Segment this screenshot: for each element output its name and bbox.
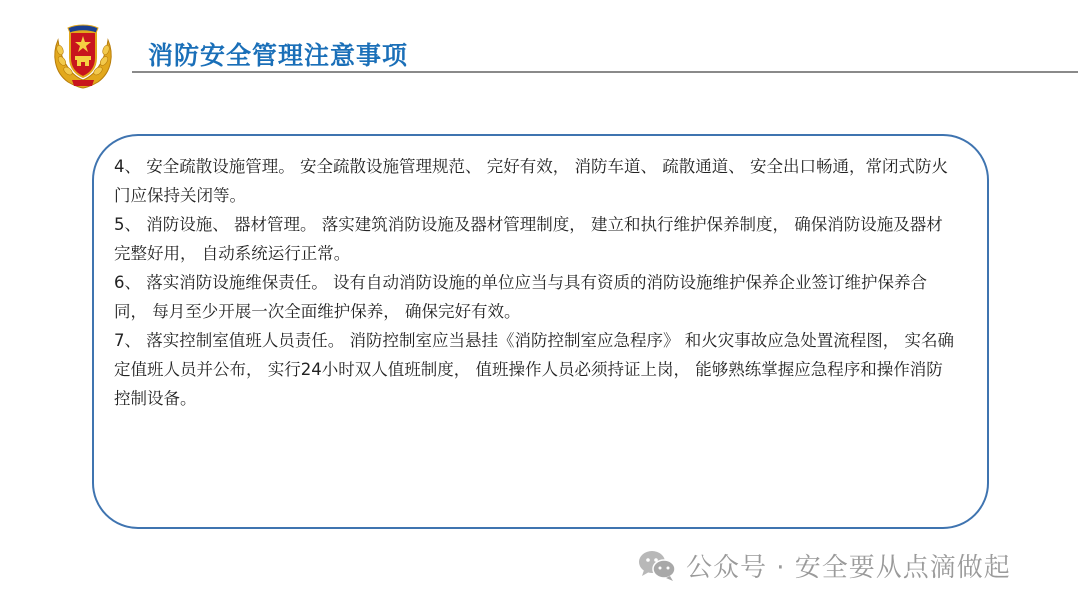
watermark — [638, 545, 1011, 585]
list-item-7: 7、 落实控制室值班人员责任。 消防控制室应当悬挂《消防控制室应急程序》 和火灾事故应急处置流程图， 实名确定值班人员并公布， 实行24小时双人值班制度， 值班操作人员必须持证上岗， 能够熟练掌握应急程序和操作消防控制设备。 — [114, 331, 954, 408]
list-item-5: 5、 消防设施、 器材管理。 落实建筑消防设施及器材管理制度， 建立和执行维护保养制度， 确保消防设施及器材完整好用， 自动系统运行正常。 — [114, 215, 943, 263]
title-divider — [132, 71, 1078, 73]
fire-rescue-emblem-icon — [50, 22, 116, 90]
slide-title: 消防安全管理注意事项 — [148, 41, 409, 70]
list-item-6: 6、 落实消防设施维保责任。 设有自动消防设施的单位应当与具有资质的消防设施维护保养企业签订维护保养合同， 每月至少开展一次全面维护保养， 确保完好有效。 — [114, 273, 927, 321]
list-item-4: 4、 安全疏散设施管理。 安全疏散设施管理规范、 完好有效， 消防车道、 疏散通道、 安全出口畅通，常闭式防火门应保持关闭等。 — [114, 157, 948, 205]
content-list — [114, 152, 954, 413]
wechat-icon — [638, 548, 676, 582]
watermark-text: 公众号 · 安全要从点滴做起 — [686, 552, 1011, 583]
